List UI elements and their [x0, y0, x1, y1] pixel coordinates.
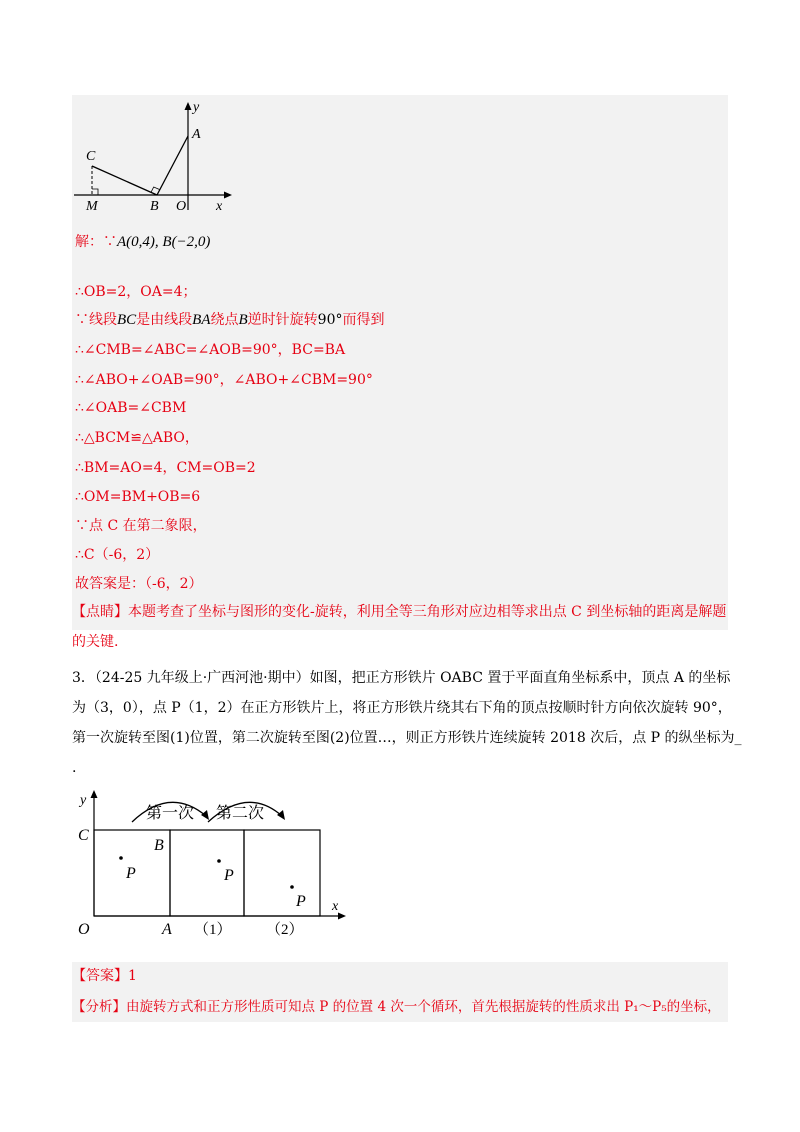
question3-line-4: .: [72, 760, 77, 776]
point-p2: [217, 859, 221, 863]
label-p2: P: [224, 867, 234, 884]
figure-rotation-diagram: [72, 98, 242, 216]
label-c: C: [78, 827, 89, 844]
label-x: x: [216, 199, 223, 214]
solution-line-1: 解：∵A(0,4), B(−2,0): [75, 234, 211, 250]
solution-line-3: ∵线段BC是由线段BA绕点B逆时针旋转90°而得到: [75, 312, 385, 328]
solution-line-11: ∴C（-6，2）: [75, 547, 160, 563]
answer-line: 【答案】1: [72, 968, 137, 984]
y-axis-arrow: [91, 790, 98, 798]
label-a: A: [192, 127, 201, 142]
arc-second-arrow: [277, 810, 285, 820]
solution-line-7: ∴△BCM≌△ABO，: [75, 430, 199, 446]
y-axis-arrow: [185, 102, 192, 110]
label-pos1: （1）: [194, 922, 232, 938]
label-second: 第二次: [216, 805, 265, 822]
point-p1: [119, 856, 123, 860]
label-a: A: [162, 921, 172, 938]
label-x: x: [332, 899, 339, 914]
arc-first-arrow: [201, 810, 209, 820]
label-c: C: [86, 149, 96, 164]
label-y: y: [193, 100, 200, 115]
question3-line-3: 第一次旋转至图(1)位置，第二次旋转至图(2)位置…，则正方形铁片连续旋转 2018 次后，点 P 的纵坐标为_: [72, 730, 742, 746]
solution-line-9: ∴OM=BM+OB=6: [75, 489, 201, 505]
solution-line-6: ∴∠OAB=∠CBM: [75, 400, 187, 416]
right-angle-m: [92, 189, 98, 195]
label-p3: P: [296, 893, 306, 910]
label-o: O: [78, 921, 90, 938]
solution-line-10: ∵点 C 在第二象限，: [75, 518, 207, 534]
label-o: O: [176, 199, 187, 214]
label-b: B: [150, 199, 159, 214]
point-p3: [290, 885, 294, 889]
analysis-line: 【分析】由旋转方式和正方形性质可知点 P 的位置 4 次一个循环，首先根据旋转的性质求出 P₁～P₅的坐标，: [72, 999, 721, 1015]
comment-line-2: 的关键.: [72, 634, 119, 650]
solution-line-4: ∴∠CMB=∠ABC=∠AOB=90°，BC=BA: [75, 342, 346, 358]
question3-line-1: 3．（24-25 九年级上·广西河池·期中）如图，把正方形铁片 OABC 置于平面直角坐标系中，顶点 A 的坐标: [72, 670, 731, 686]
figure-square-rotation: [70, 788, 360, 938]
label-y: y: [80, 793, 87, 808]
solution-line-12: 故答案是：（-6，2）: [75, 576, 203, 592]
label-first: 第一次: [146, 805, 195, 822]
square-position-2: [244, 830, 320, 916]
segment-bc: [92, 166, 157, 195]
solution-line-5: ∴∠ABO+∠OAB=90°，∠ABO+∠CBM=90°: [75, 372, 373, 388]
label-b: B: [154, 837, 164, 854]
x-axis-arrow: [338, 913, 346, 920]
solution-line-8: ∴BM=AO=4，CM=OB=2: [75, 460, 256, 476]
comment-line-1: 【点睛】本题考查了坐标与图形的变化-旋转，利用全等三角形对应边相等求出点 C 到坐标轴的距离是解题: [72, 604, 727, 620]
question3-line-2: 为（3，0），点 P（1，2）在正方形铁片上，将正方形铁片绕其右下角的顶点按顺时针方向依次旋转 90°，: [72, 700, 732, 716]
solution-line-2: ∴OB=2，OA=4；: [75, 284, 197, 300]
label-p1: P: [126, 865, 136, 882]
label-pos2: （2）: [266, 922, 304, 938]
label-m: M: [86, 199, 98, 214]
x-axis-arrow: [224, 192, 232, 199]
segment-ba: [157, 136, 188, 195]
